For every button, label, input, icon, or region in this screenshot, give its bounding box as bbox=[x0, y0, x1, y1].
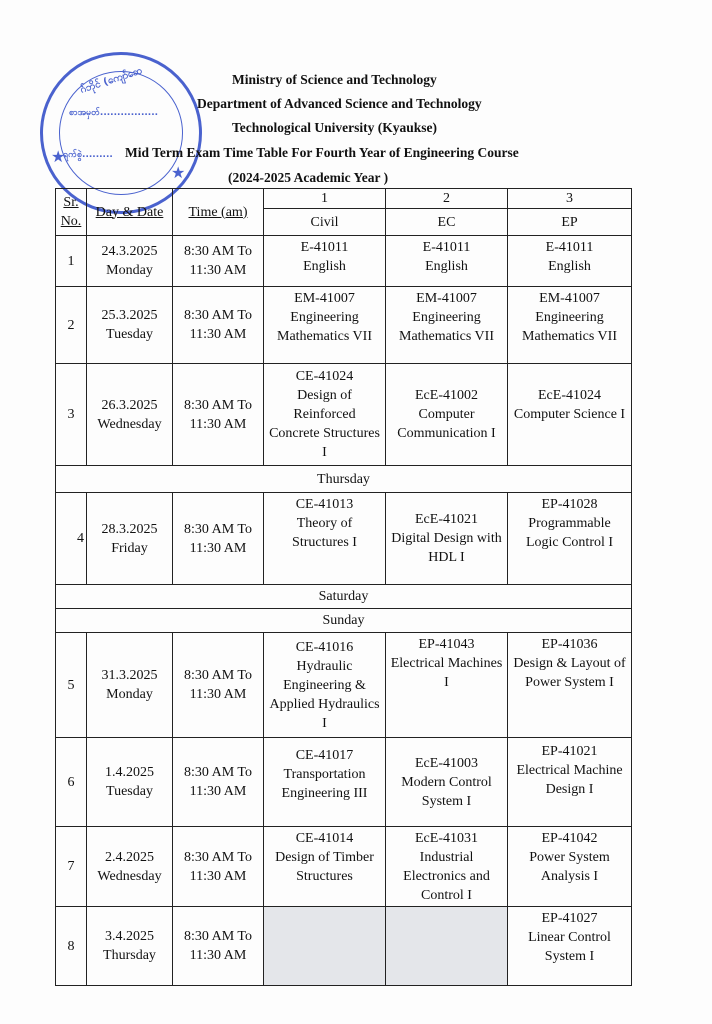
official-seal: ဂ်ဘိုင် (ကျော်ဆေ စာအမှတ်................. ရက်စွဲ......... ★ ★ bbox=[40, 52, 202, 214]
subject-line: Linear Control bbox=[528, 930, 611, 945]
row-sr: 7 bbox=[56, 827, 87, 907]
row-date: 24.3.2025 bbox=[101, 244, 158, 259]
subject-line: I bbox=[444, 675, 449, 690]
holiday-row bbox=[56, 585, 632, 609]
subject-line: Engineering bbox=[412, 310, 481, 325]
ec-subject bbox=[386, 364, 508, 466]
civil-subject bbox=[264, 493, 386, 585]
subject-line: Transportation bbox=[283, 767, 366, 782]
civil-header: Civil bbox=[264, 209, 386, 236]
row-date: 3.4.2025 bbox=[105, 929, 154, 944]
academic-year: (2024-2025 Academic Year ) bbox=[228, 170, 389, 185]
row-day: Tuesday bbox=[106, 327, 153, 342]
row-day: Thursday bbox=[103, 948, 156, 963]
col-number-3: 3 bbox=[508, 189, 632, 209]
time-end: 11:30 AM bbox=[189, 784, 247, 799]
row-time bbox=[173, 738, 264, 827]
time-header: Time (am) bbox=[173, 189, 264, 236]
subject-code: CE-41016 bbox=[295, 639, 354, 655]
university-title: Technological University (Kyaukse) bbox=[232, 120, 438, 135]
time-start: 8:30 AM To bbox=[184, 521, 252, 537]
row-day: Monday bbox=[106, 263, 153, 278]
table-row bbox=[56, 364, 632, 466]
time-end: 11:30 AM bbox=[189, 416, 247, 432]
time-start: 8:30 AM To bbox=[184, 929, 252, 944]
day-date-header: Day & Date bbox=[87, 189, 173, 236]
ep-subject bbox=[508, 287, 632, 364]
subject-name: English bbox=[303, 259, 346, 274]
row-date: 31.3.2025 bbox=[101, 668, 158, 683]
subject-name: English bbox=[548, 259, 591, 274]
table-row bbox=[56, 907, 632, 986]
ec-subject bbox=[386, 287, 508, 364]
ec-subject bbox=[386, 236, 508, 287]
subject-line: Modern Control bbox=[401, 774, 492, 790]
subject-line: Power System I bbox=[525, 675, 614, 690]
subject-line: Computer Science I bbox=[513, 407, 626, 422]
row-date-day bbox=[87, 738, 173, 827]
table-row bbox=[56, 633, 632, 738]
time-start: 8:30 AM To bbox=[184, 765, 252, 780]
row-sr: 3 bbox=[56, 364, 87, 466]
subject-code: E-41011 bbox=[422, 240, 471, 255]
col-number-2: 2 bbox=[386, 189, 508, 209]
civil-subject bbox=[264, 236, 386, 287]
subject-code: CE-41013 bbox=[295, 497, 354, 512]
row-sr: 2 bbox=[56, 287, 87, 364]
ep-subject bbox=[508, 364, 632, 466]
subject-line: Power System bbox=[529, 850, 610, 865]
subject-line: Electrical Machine bbox=[516, 763, 623, 778]
row-time bbox=[173, 364, 264, 466]
timetable-title: Mid Term Exam Time Table For Fourth Year of Engineering Course bbox=[125, 145, 519, 160]
ec-header: EC bbox=[386, 209, 508, 236]
table-row bbox=[56, 827, 632, 907]
time-end: 11:30 AM bbox=[189, 687, 247, 702]
row-date-day bbox=[87, 287, 173, 364]
subject-code: EM-41007 bbox=[539, 291, 600, 306]
ec-subject bbox=[386, 738, 508, 827]
subject-line: Programmable bbox=[528, 516, 611, 531]
subject-line: Concrete Structures bbox=[269, 426, 380, 441]
subject-code: EP-41043 bbox=[418, 637, 475, 652]
row-time bbox=[173, 827, 264, 907]
subject-code: E-41011 bbox=[300, 240, 349, 255]
time-end: 11:30 AM bbox=[189, 327, 247, 342]
subject-line: Mathematics VII bbox=[399, 329, 494, 344]
ep-subject bbox=[508, 493, 632, 585]
row-date-day bbox=[87, 633, 173, 738]
subject-line: Engineering bbox=[290, 310, 359, 325]
subject-code: EcE-41021 bbox=[415, 512, 478, 527]
row-sr: 1 bbox=[56, 236, 87, 287]
subject-line: Theory of bbox=[296, 516, 353, 531]
table-row bbox=[56, 287, 632, 364]
time-start: 8:30 AM To bbox=[184, 849, 252, 865]
subject-line: Applied Hydraulics bbox=[269, 696, 380, 712]
row-time bbox=[173, 907, 264, 986]
row-date: 2.4.2025 bbox=[105, 849, 154, 865]
subject-line: Reinforced bbox=[293, 407, 356, 422]
row-sr: 8 bbox=[56, 907, 87, 986]
subject-line: Control I bbox=[421, 888, 472, 903]
row-day: Tuesday bbox=[106, 784, 153, 799]
subject-code: CE-41024 bbox=[295, 369, 354, 384]
ep-subject bbox=[508, 907, 632, 986]
holiday-sunday: Sunday bbox=[56, 609, 632, 633]
ec-subject bbox=[386, 827, 508, 907]
time-start: 8:30 AM To bbox=[184, 308, 252, 323]
subject-code: E-41011 bbox=[545, 240, 594, 255]
subject-line: Hydraulic bbox=[296, 658, 353, 674]
subject-line: Industrial bbox=[419, 850, 474, 865]
department-title: Department of Advanced Science and Technology bbox=[197, 96, 482, 111]
ep-header: EP bbox=[508, 209, 632, 236]
row-sr: 6 bbox=[56, 738, 87, 827]
subject-code: CE-41017 bbox=[295, 748, 354, 763]
time-end: 11:30 AM bbox=[189, 868, 247, 884]
civil-subject-empty bbox=[264, 907, 386, 986]
row-date: 26.3.2025 bbox=[101, 397, 158, 413]
sr-no-header bbox=[56, 189, 87, 236]
subject-line: I bbox=[322, 445, 327, 460]
ep-subject bbox=[508, 738, 632, 827]
civil-subject bbox=[264, 633, 386, 738]
subject-line: Digital Design with bbox=[391, 531, 502, 546]
subject-line: Design & Layout of bbox=[513, 656, 626, 671]
ec-subject bbox=[386, 633, 508, 738]
subject-code: EP-41027 bbox=[541, 911, 598, 926]
time-end: 11:30 AM bbox=[189, 263, 247, 278]
subject-line: Engineering & bbox=[283, 677, 366, 693]
col-number-1: 1 bbox=[264, 189, 386, 209]
subject-line: Analysis I bbox=[540, 869, 599, 884]
row-date: 25.3.2025 bbox=[101, 308, 158, 323]
subject-line: Mathematics VII bbox=[522, 329, 617, 344]
row-time bbox=[173, 633, 264, 738]
row-date-day bbox=[87, 364, 173, 466]
row-time bbox=[173, 236, 264, 287]
subject-code: EcE-41031 bbox=[415, 831, 478, 846]
row-sr: 5 bbox=[56, 633, 87, 738]
subject-code: EM-41007 bbox=[416, 291, 477, 306]
civil-subject bbox=[264, 827, 386, 907]
holiday-thursday: Thursday bbox=[56, 466, 632, 493]
row-date: 1.4.2025 bbox=[105, 765, 154, 780]
row-time bbox=[173, 287, 264, 364]
subject-code: EcE-41024 bbox=[538, 388, 601, 403]
row-day: Wednesday bbox=[97, 416, 162, 432]
subject-line: Design of Timber bbox=[275, 850, 374, 865]
no-label: No. bbox=[60, 214, 82, 229]
subject-line: Structures I bbox=[292, 535, 357, 550]
ep-subject bbox=[508, 236, 632, 287]
subject-code: EcE-41002 bbox=[415, 388, 478, 403]
civil-subject bbox=[264, 287, 386, 364]
row-day: Wednesday bbox=[97, 868, 162, 884]
time-start: 8:30 AM To bbox=[184, 397, 252, 413]
subject-line: Logic Control I bbox=[525, 535, 614, 550]
subject-line: Mathematics VII bbox=[277, 329, 372, 344]
subject-code: EM-41007 bbox=[294, 291, 355, 306]
subject-line: Structures bbox=[296, 869, 353, 884]
subject-line: Computer bbox=[418, 407, 475, 422]
sr-label: Sr. bbox=[63, 195, 79, 210]
subject-line: I bbox=[322, 715, 327, 731]
row-date: 28.3.2025 bbox=[101, 521, 158, 537]
subject-name: English bbox=[425, 259, 468, 274]
ec-subject bbox=[386, 493, 508, 585]
subject-line: Design of bbox=[297, 388, 352, 403]
table-row bbox=[56, 236, 632, 287]
table-row bbox=[56, 738, 632, 827]
subject-code: EP-41036 bbox=[541, 637, 598, 652]
row-time bbox=[173, 493, 264, 585]
subject-line: Electrical Machines bbox=[390, 656, 503, 671]
ec-subject-empty bbox=[386, 907, 508, 986]
time-end: 11:30 AM bbox=[189, 540, 247, 556]
ep-subject bbox=[508, 827, 632, 907]
holiday-row bbox=[56, 466, 632, 493]
subject-code: EP-41042 bbox=[541, 831, 598, 846]
holiday-saturday: Saturday bbox=[56, 585, 632, 609]
subject-line: System I bbox=[421, 793, 472, 809]
table-row bbox=[56, 493, 632, 585]
column-number-row bbox=[56, 189, 632, 209]
row-date-day bbox=[87, 827, 173, 907]
subject-line: Electronics and bbox=[403, 869, 490, 884]
row-day: Friday bbox=[111, 540, 148, 556]
subject-code: EP-41021 bbox=[541, 744, 598, 759]
row-day: Monday bbox=[106, 687, 153, 702]
civil-subject bbox=[264, 738, 386, 827]
subject-code: EP-41028 bbox=[541, 497, 598, 512]
subject-line: System I bbox=[544, 949, 595, 964]
row-date-day bbox=[87, 493, 173, 585]
exam-timetable bbox=[55, 188, 632, 986]
subject-line: Engineering bbox=[535, 310, 604, 325]
holiday-row bbox=[56, 609, 632, 633]
ministry-title: Ministry of Science and Technology bbox=[232, 72, 437, 87]
time-end: 11:30 AM bbox=[189, 948, 247, 963]
time-start: 8:30 AM To bbox=[184, 244, 252, 259]
row-date-day bbox=[87, 907, 173, 986]
row-date-day bbox=[87, 236, 173, 287]
subject-code: CE-41014 bbox=[295, 831, 354, 846]
subject-code: EcE-41003 bbox=[415, 755, 478, 771]
ep-subject bbox=[508, 633, 632, 738]
row-sr: 4 bbox=[56, 493, 87, 585]
civil-subject bbox=[264, 364, 386, 466]
subject-line: Communication I bbox=[397, 426, 496, 441]
subject-line: HDL I bbox=[428, 550, 465, 565]
subject-line: Design I bbox=[545, 782, 594, 797]
subject-line: Engineering III bbox=[281, 786, 368, 801]
time-start: 8:30 AM To bbox=[184, 668, 252, 683]
